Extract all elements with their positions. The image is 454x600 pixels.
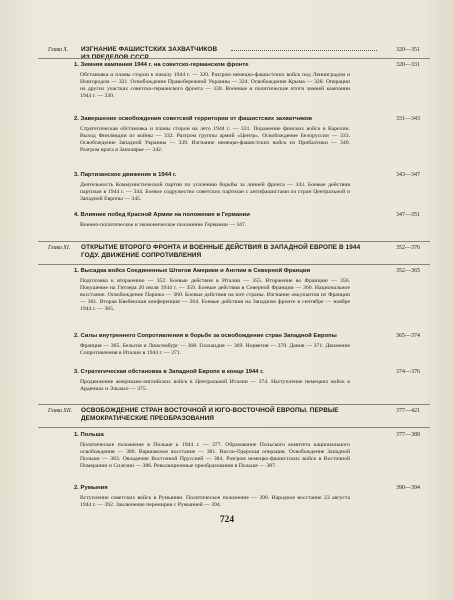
section-title: 1. Зимняя кампания 1944 г. на советско-германском фронте [74, 62, 249, 68]
section-summary: Стратегическая обстановка и планы сторон на лето 1944 г. — 331. Поражение финских войск в Карелии. Выход Финляндии из войны — 332. Разгром группы армий «Центр». Освобождение Белоруссии — 333. Освобождение Западной Украины — 339. Изгнание немецко-фашистских войск из Прибалтики — 340. Разгром врага в Заполярье — 342. [80, 126, 350, 154]
chapter-label: Глава XI. [48, 245, 71, 251]
section-title: 3. Стратегическая обстановка в Западной Европе в конце 1944 г. [74, 369, 264, 375]
section-entry [74, 268, 420, 313]
section-title: 2. Силы внутреннего Сопротивления в борьбе за освобождение стран Западной Европы [74, 333, 337, 339]
section-summary: Вступление советских войск в Румынию. Политическое положение — 390. Народное восстание 23 августа 1944 г. — 392. Заключение перемирия с Румынией — 394. [80, 495, 350, 509]
chapter-title: ИЗГНАНИЕ ФАШИСТСКИХ ЗАХВАТЧИКОВ ИЗ ПРЕДЕЛОВ СССР [81, 46, 218, 61]
section-title: 2. Румыния [74, 485, 108, 491]
section-pages: 320—331 [396, 62, 420, 68]
chapter-label: Глава X. [48, 47, 69, 53]
section-entry [74, 116, 420, 154]
section-title: 3. Партизанское движение в 1944 г. [74, 172, 177, 178]
leader-dots [231, 50, 378, 51]
section-pages: 374—376 [396, 369, 420, 375]
section-pages: 377—389 [396, 432, 420, 438]
divider [38, 58, 430, 59]
section-pages: 365—374 [396, 333, 420, 339]
section-title: 1. Высадка войск Соединенных Штатов Америки и Англии в Северной Франции [74, 268, 311, 274]
chapter-pages: 377—421 [396, 408, 420, 414]
chapter-label: Глава XII. [48, 408, 73, 414]
section-pages: 331—343 [396, 116, 420, 122]
section-pages: 347—351 [396, 212, 420, 218]
section-summary: Политическое положение в Польше к 1944 г. — 377. Образование Польского комитета национального освобождения — 380. Варшавское восстание — 381. Висло-Одерская операция. Освобождение Западной Польши — 383. Овладение Восточной Пруссией — 384. Разгром немецко-фашистских войск в Восточной Померании и Силезии — 386. Революционные преобразования в Польше — 387. [80, 442, 350, 470]
divider [38, 404, 430, 405]
section-summary: Обстановка и планы сторон к началу 1944 г. — 320. Разгром немецко-фашистских войск под Ленинградом и Новгородом — 321. Освобождение Правобережной Украины — 324. Освобождение Крыма — 328. Операции на других участках советско-германского фронта — 330. Военные и политические итоги зимней кампании 1944 г. — 330. [80, 72, 350, 100]
section-entry [74, 485, 420, 509]
section-title: 2. Завершение освобождения советской территории от фашистских захватчиков [74, 116, 313, 122]
section-pages: 390—394 [396, 485, 420, 491]
section-pages: 343—347 [396, 172, 420, 178]
section-summary: Деятельность Коммунистической партии по усилению борьбы за линией фронта — 343. Боевые действия партизан в 1944 г. — 344. Боевое содружество советских партизан с антифашистами из стран Центральной и Западной Европы — 345. [80, 182, 350, 203]
section-entry [74, 369, 420, 393]
section-summary: Франция — 365. Бельгия и Люксембург — 368. Голландия — 369. Норвегия — 370. Дания — 371. Движение Сопротивления в Италии в 1944 г. — 371. [80, 343, 350, 357]
section-summary: Военно-политическое и экономическое положение Германии — 347. [80, 222, 247, 229]
section-entry [74, 432, 420, 470]
section-summary: Продвижение американо-английских войск в Центральной Италии — 374. Наступление немецких войск в Арденнах и Эльзасе — 375. [80, 379, 350, 393]
section-title: 4. Влияние побед Красной Армии на положение в Германии [74, 212, 250, 218]
section-entry [74, 62, 420, 100]
page-number: 724 [219, 515, 235, 525]
section-pages: 352—365 [396, 268, 420, 274]
chapter-pages: 320—351 [396, 47, 420, 53]
section-summary: Подготовка к вторжению — 352. Боевые действия в Италии — 355. Вторжение во Францию — 356. Покушение на Гитлера 20 июля 1944 г. — 359. Боевые действия в Северной Франции — 360. Национальное восстание. Освобождение Парижа — 360. Боевые действия на юге страны. Изгнание оккупантов из Франции — 361. Вторая Квебекская конференция — 364. Боевые действия на Западном фронте в сентябре — ноябре 1944 г. — 365. [80, 278, 350, 313]
chapter-pages: 352—376 [396, 245, 420, 251]
chapter-title: ОТКРЫТИЕ ВТОРОГО ФРОНТА И ВОЕННЫЕ ДЕЙСТВИЯ В ЗАПАДНОЙ ЕВРОПЕ В 1944 ГОДУ. ДВИЖЕНИЕ СОПРОТИВЛЕНИЯ [81, 244, 361, 259]
section-title: 1. Польша [74, 432, 104, 438]
section-entry [74, 212, 420, 229]
chapter-heading [48, 244, 420, 259]
divider [38, 427, 430, 428]
section-entry [74, 333, 420, 357]
divider [38, 241, 430, 242]
divider [38, 264, 430, 265]
section-entry [74, 172, 420, 203]
chapter-title: ОСВОБОЖДЕНИЕ СТРАН ВОСТОЧНОЙ И ЮГО-ВОСТОЧНОЙ ЕВРОПЫ. ПЕРВЫЕ ДЕМОКРАТИЧЕСКИЕ ПРЕОБРАЗОВАНИЯ [81, 407, 339, 422]
chapter-heading [48, 407, 420, 422]
